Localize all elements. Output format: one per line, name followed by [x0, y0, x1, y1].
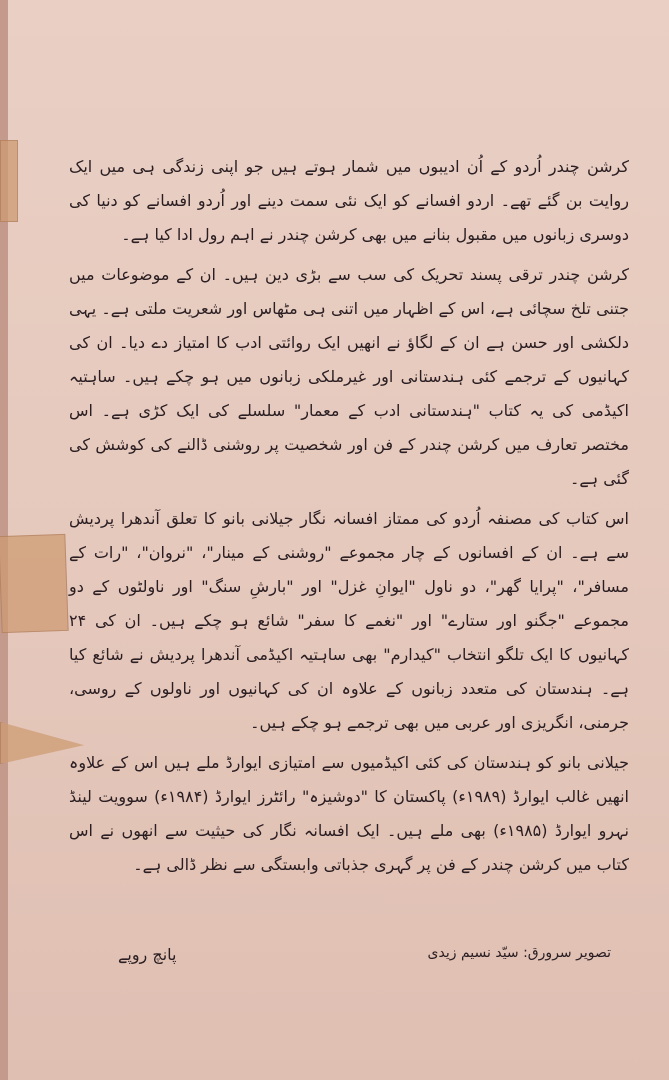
- paragraph-about-author: اس کتاب کی مصنفہ اُردو کی ممتاز افسانہ نگار جیلانی بانو کا تعلق آندھرا پردیش سے ہے۔ ان کے افسانوں کے چار مجموعے "روشنی کے مینار"، "نروان"، "رات کے مسافر"، "پرایا گھر"، دو ناول "ایوانِ غزل" اور "بارشِ سنگ" اور ناولٹوں کے دو مجموعے "جگنو اور ستارے" اور "نغمے کا سفر" شائع ہو چکے ہیں۔ ان کی ۲۴ کہانیوں کا ایک تلگو انتخاب "کیدارم" بھی ساہتیہ اکیڈمی آندھرا پردیش نے شائع کیا ہے۔ ہندستان کی متعدد زبانوں کے علاوہ ان کی کہانیوں اور ناولوں کے روسی، جرمنی، انگریزی اور عربی میں بھی ترجمے ہو چکے ہیں۔: [69, 509, 629, 732]
- body-text: [69, 150, 629, 888]
- price-label: پانچ روپے: [118, 945, 177, 964]
- paragraph-awards: جیلانی بانو کو ہندستان کی کئی اکیڈمیوں سے امتیازی ایوارڈ ملے ہیں اس کے علاوہ انھیں غالب ایوارڈ (۱۹۸۹ء) پاکستان کا "دوشیزہ" رائٹرز ایوارڈ (۱۹۸۴ء) سوویت لینڈ نہرو ایوارڈ (۱۹۸۵ء) بھی ملے ہیں۔ ایک افسانہ نگار کی حیثیت سے انھوں نے اس کتاب میں کرشن چندر کے فن پر گہری جذباتی وابستگی سے نظر ڈالی ہے۔: [69, 753, 629, 874]
- cover-credit: تصویر سرورق: سیّد نسیم زیدی: [427, 945, 611, 961]
- paragraph-progressive-movement: کرشن چندر ترقی پسند تحریک کی سب سے بڑی دین ہیں۔ ان کے موضوعات میں جتنی تلخ سچائی ہے، اس کے اظہار میں اتنی ہی مٹھاس اور شعریت ملتی ہے۔ یہی دلکشی اور حسن ہے ان کے لگاؤ نے انھیں ایک روائتی ادب کا امتیاز دے دیا۔ ان کی کہانیوں کے ترجمے کئی ہندستانی اور غیرملکی زبانوں میں ہو چکے ہیں۔ ساہتیہ اکیڈمی کی یہ کتاب "ہندستانی ادب کے معمار" سلسلے کی ایک کڑی ہے۔ اس مختصر تعارف میں کرشن چندر کے فن اور شخصیت پر روشنی ڈالنے کی کوشش کی گئی ہے۔: [69, 265, 629, 488]
- tape-strip: [0, 534, 69, 633]
- tape-strip: [0, 140, 18, 222]
- paragraph-about-krishan-chandar: کرشن چندر اُردو کے اُن ادیبوں میں شمار ہوتے ہیں جو اپنی زندگی ہی میں ایک روایت بن گئے تھے۔ اردو افسانے کو ایک نئی سمت دینے اور اُردو افسانے کو دنیا کی دوسری زبانوں میں مقبول بنانے میں بھی کرشن چندر نے اہم رول ادا کیا ہے۔: [69, 157, 629, 244]
- page-footer: [118, 945, 611, 975]
